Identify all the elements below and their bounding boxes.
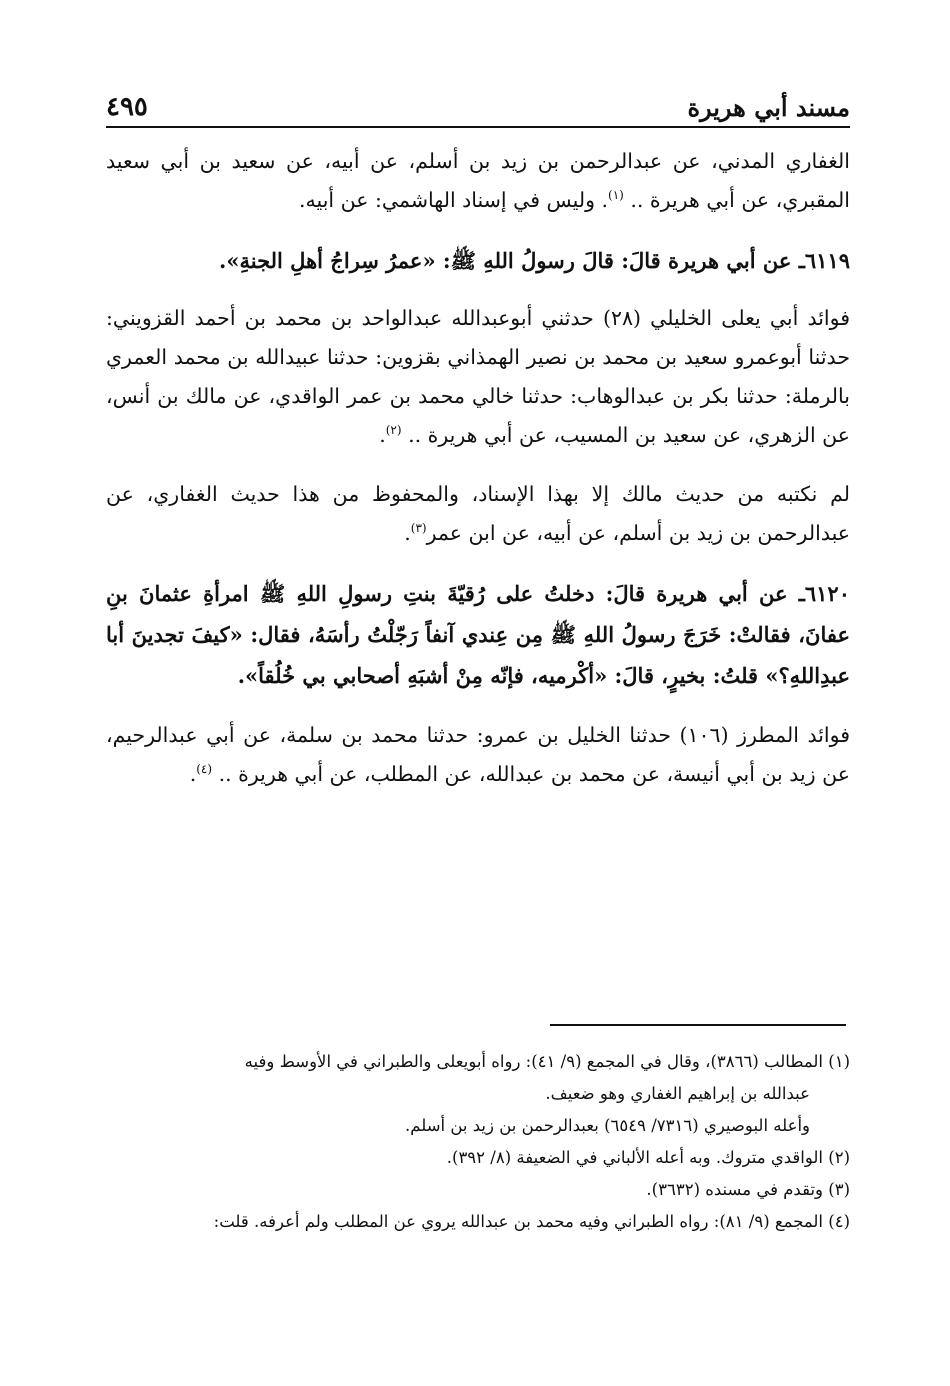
footnote-4: (٤) المجمع (٩/ ٨١): رواه الطبراني وفيه محمد بن عبدالله يروي عن المطلب ولم أعرفه. قلت: bbox=[213, 1212, 850, 1231]
footnote-1-continuation: وأعله البوصيري (٧٣١٦/ ٦٥٤٩) بعبدالرحمن بن زيد بن أسلم. bbox=[405, 1116, 810, 1135]
paragraph-continuation bbox=[106, 142, 850, 220]
comment-6119 bbox=[106, 475, 850, 553]
paragraph-text: الغفاري المدني، عن عبدالرحمن بن زيد بن أسلم، عن أبيه، عن سعيد بن أبي سعيد المقبري، عن أبي هريرة .. bbox=[106, 149, 850, 212]
hadith-text: ٦١٢٠ـ عن أبي هريرة قالَ: دخلتُ على رُقيّةَ بنتِ رسولِ اللهِ ﷺ امرأةِ عثمانَ بنِ عفانَ، فقالتْ: خَرَجَ رسولُ اللهِ ﷺ مِن عِندي آنفاً رَجّلْتُ رأسَهُ، فقال: «كيفَ تجدينَ أبا عبدِاللهِ؟» قلتُ: بخيرٍ، قالَ: «أكْرميه، فإنّه مِنْ أشبَهِ أصحابي بي خُلُقاً». bbox=[106, 581, 850, 688]
footnotes bbox=[106, 1046, 850, 1238]
footnote-3: (٣) وتقدم في مسنده (٣٦٣٢). bbox=[646, 1180, 850, 1199]
hadith-6120 bbox=[106, 573, 850, 696]
paragraph-text: فوائد أبي يعلى الخليلي (٢٨) حدثني أبوعبدالله عبدالواحد بن محمد بن أحمد القزويني: حدثنا أبوعمرو سعيد بن محمد بن نصير الهمذاني بقزوين: حدثنا عبيدالله بن محمد العمري بالرملة: حدثنا بكر بن عبدالوهاب: حدثنا خالي محمد بن عمر الواقدي، عن مالك بن أنس، عن الزهري، عن سعيد بن المسيب، عن أبي هريرة .. bbox=[106, 306, 850, 447]
main-text bbox=[106, 142, 850, 814]
paragraph-tail: . bbox=[379, 423, 386, 447]
footnote-ref: (٢) bbox=[385, 423, 402, 438]
page-number: ٤٩٥ bbox=[106, 92, 148, 122]
paragraph-tail: . bbox=[189, 762, 197, 786]
takhrij-6119 bbox=[106, 299, 850, 455]
footnote-ref: (١) bbox=[608, 188, 624, 203]
footnote-ref: (٣) bbox=[410, 521, 427, 536]
paragraph-text: لم نكتبه من حديث مالك إلا بهذا الإسناد، والمحفوظ من هذا حديث الغفاري، عن عبدالرحمن بن زيد بن أسلم، عن أبيه، عن ابن عمر bbox=[106, 482, 850, 545]
footnote-1-continuation: عبدالله بن إبراهيم الغفاري وهو ضعيف. bbox=[545, 1084, 810, 1103]
page-header bbox=[106, 82, 850, 128]
paragraph-text: فوائد المطرز (١٠٦) حدثنا الخليل بن عمرو: حدثنا محمد بن سلمة، عن أبي عبدالرحيم، عن زيد بن أبي أنيسة، عن محمد بن عبدالله، عن المطلب، عن أبي هريرة .. bbox=[106, 723, 850, 786]
hadith-6119 bbox=[106, 240, 850, 281]
paragraph-tail: . bbox=[404, 521, 411, 545]
footnote-1: (١) المطالب (٣٨٦٦)، وقال في المجمع (٩/ ٤١): رواه أبويعلى والطبراني في الأوسط وفيه bbox=[244, 1052, 850, 1071]
running-title: مسند أبي هريرة bbox=[687, 93, 850, 122]
hadith-text: ٦١١٩ـ عن أبي هريرة قالَ: قالَ رسولُ اللهِ ﷺ: «عمرُ سِراجُ أهلِ الجنةِ». bbox=[219, 248, 850, 273]
paragraph-tail: . وليس في إسناد الهاشمي: عن أبيه. bbox=[299, 188, 609, 212]
footnote-2: (٢) الواقدي متروك. وبه أعله الألباني في الضعيفة (٨/ ٣٩٢). bbox=[446, 1148, 850, 1167]
footnote-separator bbox=[550, 1024, 846, 1026]
footnote-ref: (٤) bbox=[196, 762, 213, 777]
takhrij-6120 bbox=[106, 716, 850, 794]
